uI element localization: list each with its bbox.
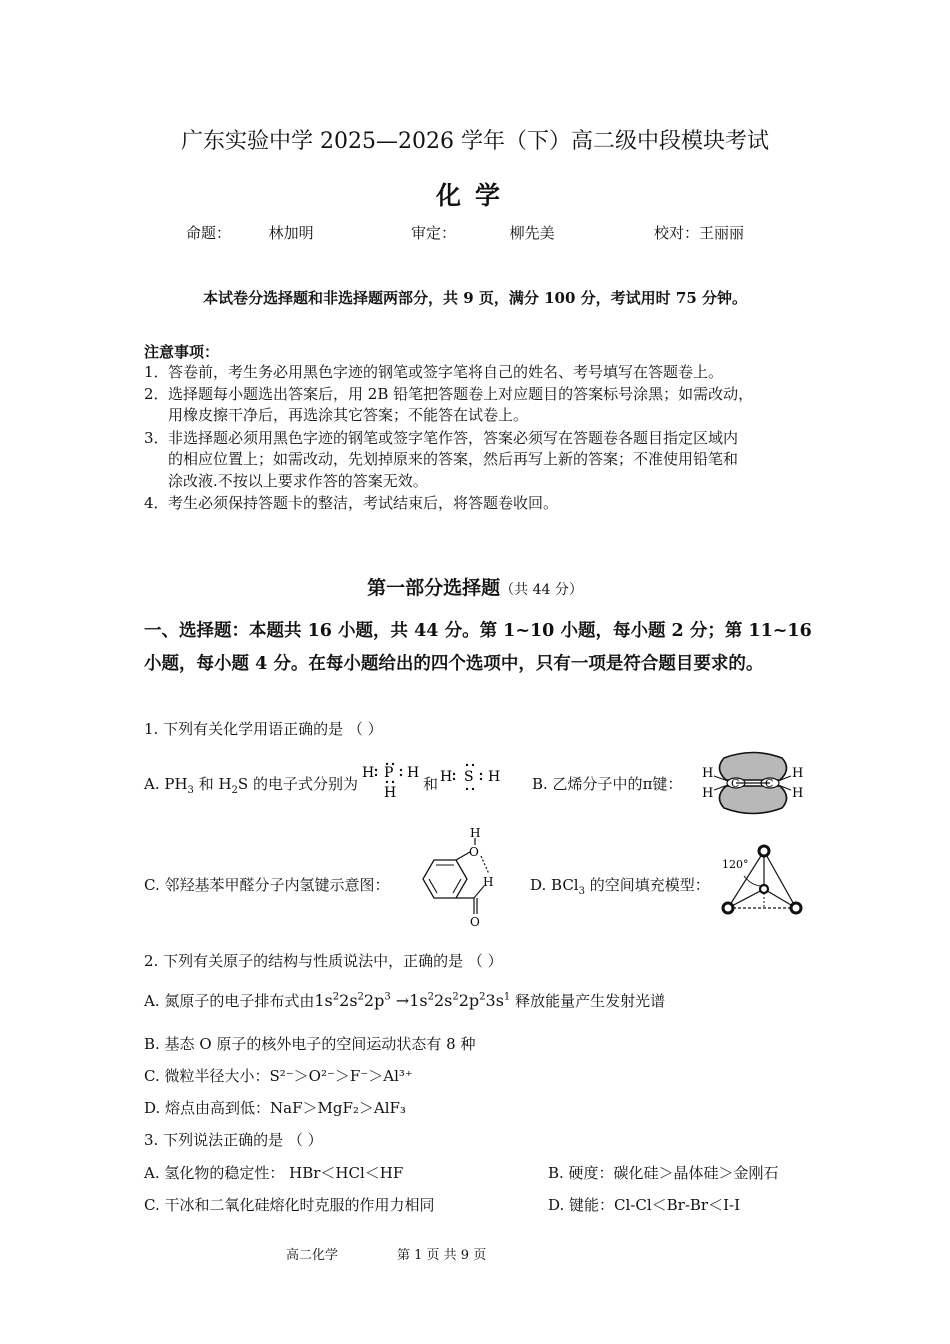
svg-text:O: O <box>469 845 479 859</box>
svg-text:H: H <box>792 766 804 781</box>
exam-title: 广东实验中学 2025—2026 学年（下）高二级中段模块考试 <box>181 129 769 154</box>
q1-option-b: B. 乙烯分子中的π键： <box>532 775 683 793</box>
q2-option-c: C. 微粒半径大小：S²⁻＞O²⁻＞F⁻＞Al³⁺ <box>144 1067 413 1085</box>
notice-item-3-cont2: 涂改液.不按以上要求作答的答案无效。 <box>168 472 428 490</box>
svg-text:H: H <box>362 765 375 781</box>
svg-text:120°: 120° <box>722 858 749 871</box>
hydroxybenzaldehyde-h-bond-diagram <box>412 828 512 928</box>
q3-stem: 3. 下列说法正确的是 （ ） <box>144 1131 323 1149</box>
h2s-electron-formula <box>440 760 506 800</box>
notice-item-3: 3．非选择题必须用黑色字迹的钢笔或签字笔作答，答案必须写在答题卷各题目指定区域内 <box>144 429 739 447</box>
notice-item-4: 4．考生必须保持答题卡的整洁，考试结束后，将答题卷收回。 <box>144 494 559 512</box>
staff-label: 校对： <box>654 224 700 242</box>
notice-item-2: 2．选择题每小题选出答案后，用 2B 铅笔把答题卷上对应题目的答案标号涂黑；如需改动， <box>144 385 754 403</box>
svg-text:H: H <box>483 875 494 889</box>
notice-item-3-cont: 的相应位置上；如需改动，先划掉原来的答案，然后再写上新的答案；不准使用铅笔和 <box>168 450 739 468</box>
q1-option-d: D. BCl$_3$ 的空间填充模型： <box>530 876 710 897</box>
svg-text:H: H <box>384 785 397 801</box>
notice-item-2-cont: 用橡皮擦干净后，再选涂其它答案；不能答在试卷上。 <box>168 406 529 424</box>
staff-label: 命题： <box>186 224 232 242</box>
q3-option-d: D. 键能：Cl-Cl＜Br-Br＜I-I <box>548 1196 741 1214</box>
svg-text:O: O <box>470 915 480 928</box>
section-instruction-2: 小题，每小题 4 分。在每小题给出的四个选项中，只有一项是符合题目要求的。 <box>144 654 764 674</box>
q3-option-b: B. 硬度：碳化硅＞晶体硅＞金刚石 <box>548 1164 779 1182</box>
staff-proofreader <box>654 222 744 243</box>
part-title: 第一部分选择题（共 44 分） <box>367 577 583 599</box>
q2-option-b: B. 基态 O 原子的核外电子的空间运动状态有 8 种 <box>144 1035 476 1053</box>
q1-option-a: A. $PH_3$ 和 $H_2S$ 的电子式分别为 <box>144 775 358 796</box>
svg-text:H: H <box>702 786 714 801</box>
notice-title: 注意事项： <box>144 343 220 361</box>
svg-text:H: H <box>702 766 714 781</box>
q1-option-c: C. 邻羟基苯甲醛分子内氢键示意图： <box>144 876 390 894</box>
q3-option-a: A. 氢化物的稳定性： HBr＜HCl＜HF <box>144 1164 404 1182</box>
svg-text:H: H <box>488 769 501 785</box>
ph3-electron-formula <box>362 760 424 802</box>
svg-text:H: H <box>440 769 453 785</box>
staff-label: 审定： <box>411 224 457 242</box>
svg-text:H: H <box>470 828 481 840</box>
svg-text:C: C <box>731 777 740 790</box>
staff-setter <box>186 222 314 243</box>
svg-text:P: P <box>384 765 394 781</box>
q2-stem: 2. 下列有关原子的结构与性质说法中，正确的是 （ ） <box>144 952 503 970</box>
subject-title: 化学 <box>435 181 514 210</box>
staff-name: 王丽丽 <box>699 224 745 242</box>
svg-text:H: H <box>407 765 420 781</box>
section-instruction-1: 一、选择题：本题共 16 小题，共 44 分。第 1~10 小题，每小题 2 分；第 11~16 <box>144 621 812 641</box>
notice-item-1: 1．答卷前，考生务必用黑色字迹的钢笔或签字笔将自己的姓名、考号填写在答题卷上。 <box>144 363 724 381</box>
q1-option-a-and: 和 <box>423 775 439 793</box>
q3-option-c: C. 干冰和二氧化硅熔化时克服的作用力相同 <box>144 1196 435 1214</box>
staff-reviewer <box>411 222 555 243</box>
bcl3-space-filling-model <box>718 838 810 920</box>
exam-intro: 本试卷分选择题和非选择题两部分，共 9 页，满分 100 分，考试用时 75 分钟。 <box>203 289 747 307</box>
footer-page-number: 第 1 页 共 9 页 <box>397 1248 487 1263</box>
svg-text:C: C <box>765 777 774 790</box>
svg-text:H: H <box>792 786 804 801</box>
q1-stem: 1. 下列有关化学用语正确的是 （ ） <box>144 720 383 738</box>
staff-name: 林加明 <box>268 224 314 242</box>
q2-option-d: D. 熔点由高到低：NaF＞MgF₂＞AlF₃ <box>144 1099 406 1117</box>
q2-option-a: A. 氮原子的电子排布式由$1s^22s^22p^3 \to 1s^22s^22p^23s^1$ 释放能量产生发射光谱 <box>144 991 666 1010</box>
svg-text:S: S <box>464 769 474 785</box>
footer-subject: 高二化学 <box>286 1248 339 1263</box>
staff-name: 柳先美 <box>509 224 555 242</box>
ethylene-pi-bond-diagram <box>700 750 806 816</box>
